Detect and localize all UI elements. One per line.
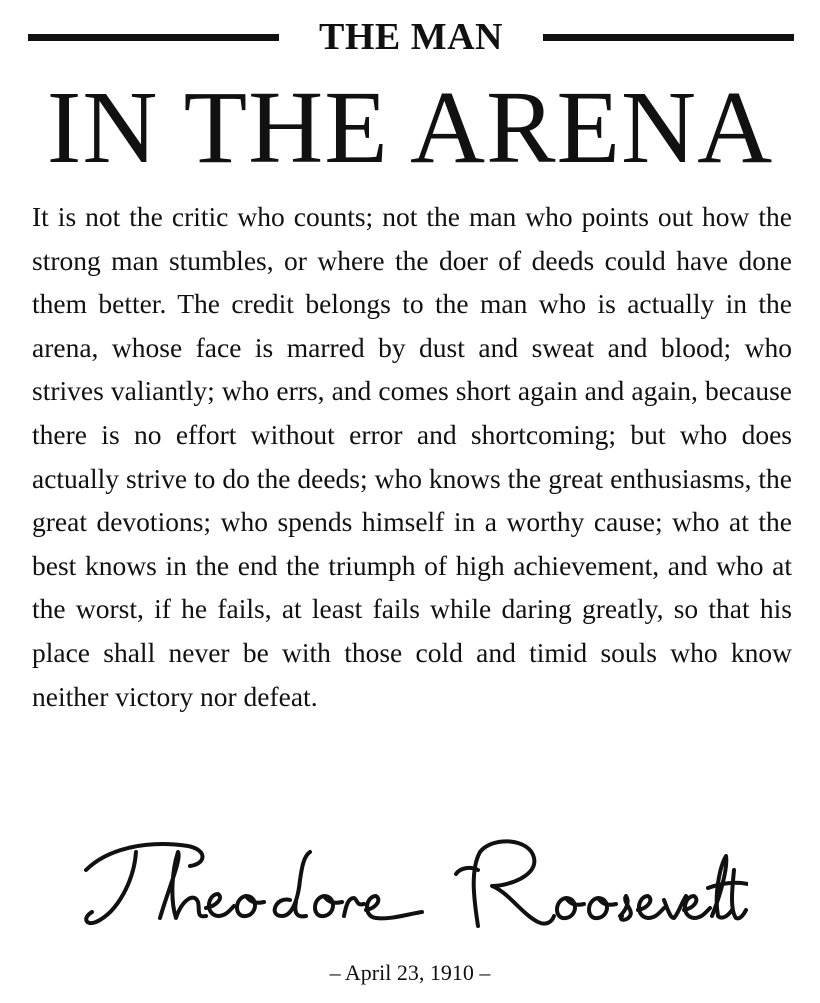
signature xyxy=(78,830,748,950)
main-title: IN THE ARENA xyxy=(46,70,774,185)
left-rule xyxy=(28,34,279,41)
right-rule xyxy=(543,34,794,41)
signature-drawing xyxy=(78,830,748,950)
kicker-title: THE MAN xyxy=(319,16,503,58)
header-row xyxy=(28,14,794,60)
date-line: – April 23, 1910 – xyxy=(329,960,491,985)
quote-body: It is not the critic who counts; not the man who points out how the strong man stumbles, or where the doer of deeds could have done them better. The credit belongs to the man who is actually in the arena, whose face is marred by dust and sweat and blood; who strives valiantly; who errs, and comes short again and again, because there is no effort without error and shortcoming; but who does actually strive to do the deeds; who knows the great enthusiasms, the great devotions; who spends himself in a worthy cause; who at the best knows in the end the triumph of high achievement, and who at the worst, if he fails, at least fails while daring greatly, so that his place shall never be with those cold and timid souls who know neither victory nor defeat. xyxy=(32,201,792,712)
